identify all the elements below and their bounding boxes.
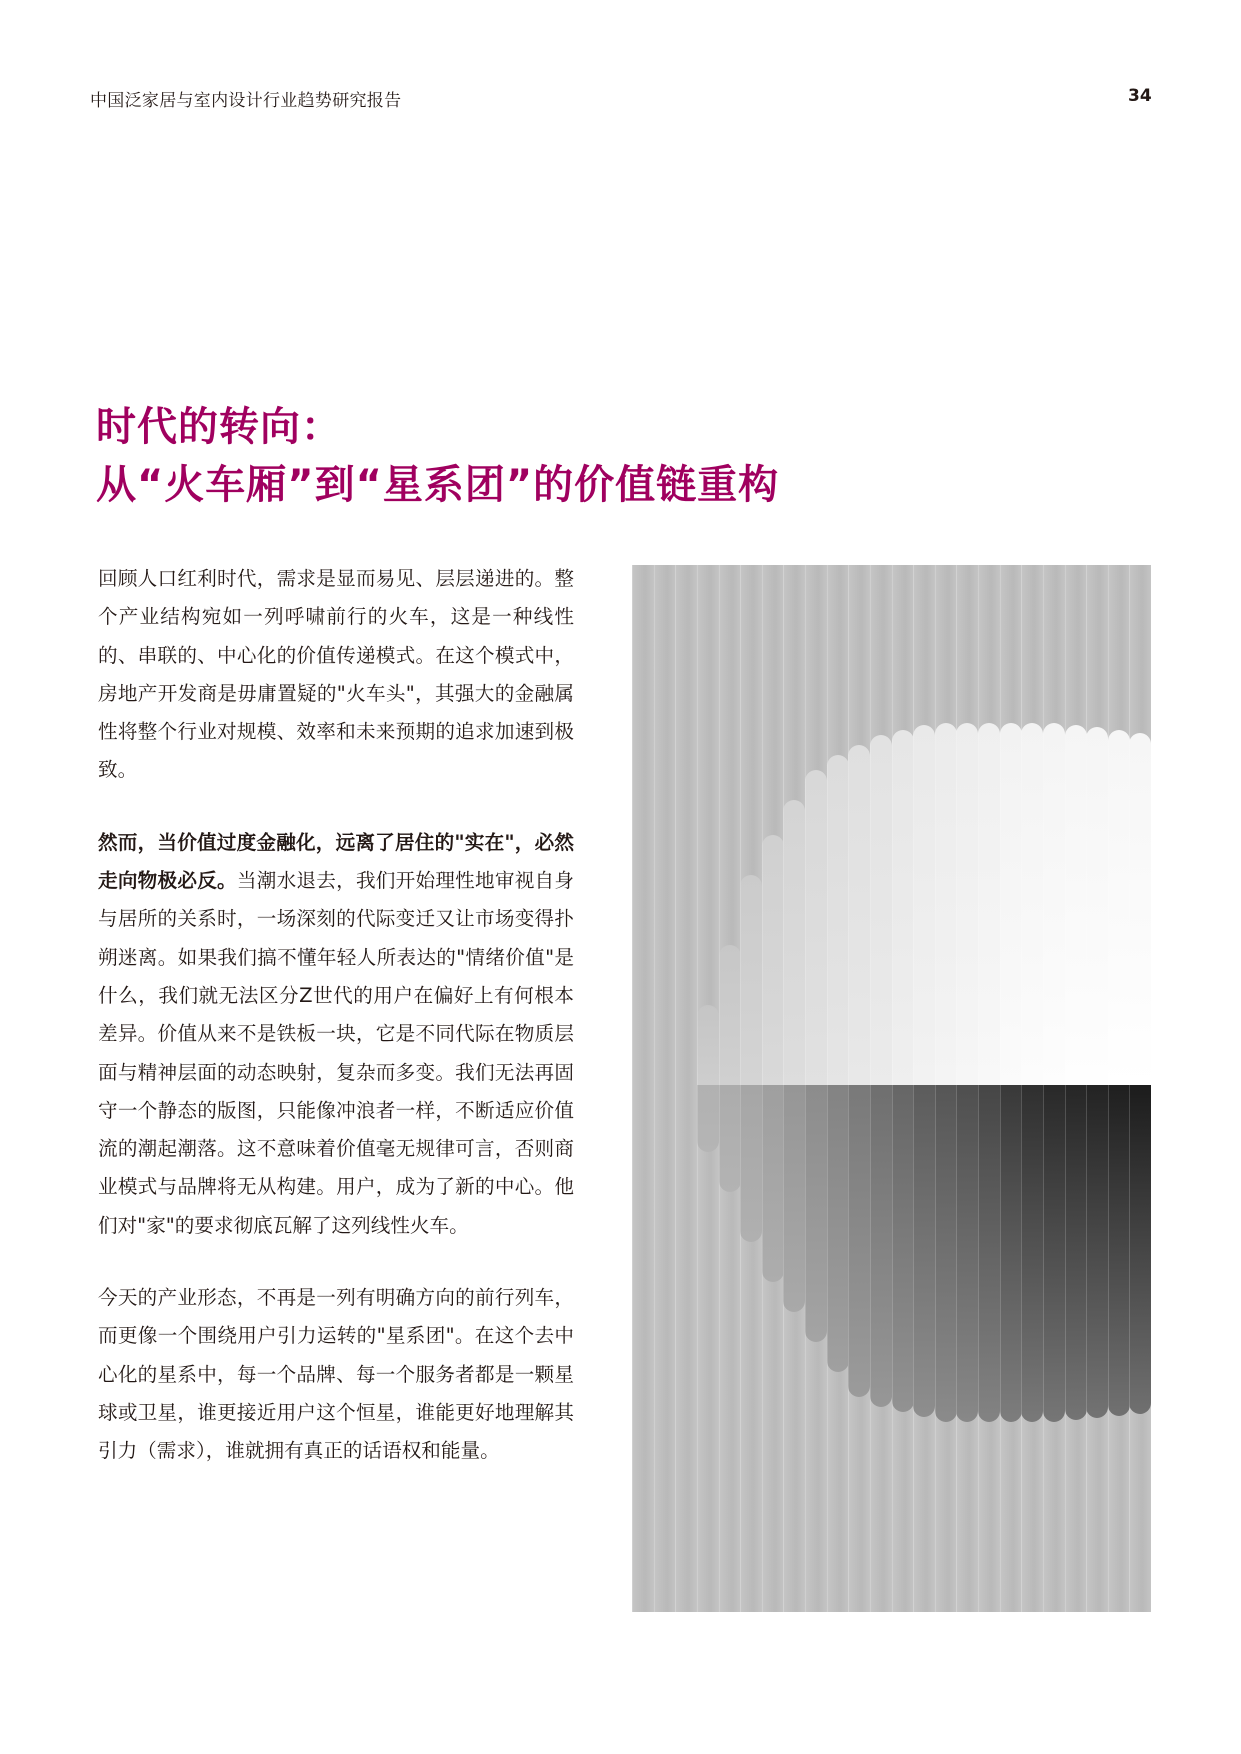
stripe-column bbox=[956, 565, 978, 1612]
section-title-line-1: 时代的转向： bbox=[96, 404, 342, 450]
stripe-edge bbox=[805, 565, 806, 1612]
stripe-highlight bbox=[783, 800, 805, 1085]
stripe-highlight bbox=[827, 755, 849, 1085]
stripe-shadow bbox=[1065, 1085, 1087, 1420]
stripe-edge bbox=[675, 565, 676, 1612]
stripe-edge bbox=[719, 565, 720, 1612]
stripe-edge bbox=[654, 565, 655, 1612]
stripe-column bbox=[827, 565, 849, 1612]
stripe-column bbox=[935, 565, 957, 1612]
paragraph-2-bold: 然而，当价值过度金融化，远离了居住的"实在"，必然走向物极必反。 bbox=[98, 830, 574, 893]
stripe-column bbox=[848, 565, 870, 1612]
stripe-edge bbox=[827, 565, 828, 1612]
body-text bbox=[98, 560, 574, 1505]
stripe-edge bbox=[783, 565, 784, 1612]
paragraph-2 bbox=[98, 824, 574, 1245]
stripe-edge bbox=[892, 565, 893, 1612]
stripe-edge bbox=[762, 565, 763, 1612]
stripe-column bbox=[675, 565, 697, 1612]
stripe-highlight bbox=[1000, 723, 1022, 1085]
stripe-highlight bbox=[956, 723, 978, 1085]
stripe-column bbox=[805, 565, 827, 1612]
stripe-shadow bbox=[1108, 1085, 1130, 1416]
report-title: 中国泛家居与室内设计行业趋势研究报告 bbox=[90, 91, 402, 111]
stripe-highlight bbox=[805, 770, 827, 1085]
stripe-edge bbox=[956, 565, 957, 1612]
stripe-shadow bbox=[827, 1085, 849, 1372]
stripe-highlight bbox=[1065, 725, 1087, 1085]
stripe-column bbox=[697, 565, 719, 1612]
stripe-shadow bbox=[978, 1085, 1000, 1422]
stripe-shadow bbox=[870, 1085, 892, 1407]
stripe-highlight bbox=[697, 1005, 719, 1085]
stripe-shadow bbox=[956, 1085, 978, 1422]
stripe-highlight bbox=[719, 945, 741, 1085]
stripe-edge bbox=[1021, 565, 1022, 1612]
stripe-column bbox=[1000, 565, 1022, 1612]
paragraph-3 bbox=[98, 1279, 574, 1470]
stripe-highlight bbox=[740, 875, 762, 1085]
paragraph-2-text: 当潮水退去，我们开始理性地审视自身与居所的关系时，一场深刻的代际变迁又让市场变得扑朔迷离。如果我们搞不懂年轻人所表达的"情绪价值"是什么，我们就无法区分Z世代的用户在偏好上有何根本差异。价值从来不是铁板一块，它是不同代际在物质层面与精神层面的动态映射，复杂而多变。我们无法再固守一个静态的版图，只能像冲浪者一样，不断适应价值流的潮起潮落。这不意味着价值毫无规律可言，否则商业模式与品牌将无从构建。用户，成为了新的中心。他们对"家"的要求彻底瓦解了这列线性火车。 bbox=[98, 869, 574, 1237]
stripe-shadow bbox=[805, 1085, 827, 1342]
stripe-shadow bbox=[892, 1085, 914, 1412]
section-title-line-2: 从“火车厢”到“星系团”的价值链重构 bbox=[96, 462, 780, 508]
stripe-highlight bbox=[870, 735, 892, 1085]
stripe-edge bbox=[1129, 565, 1130, 1612]
stripe-shadow bbox=[697, 1085, 719, 1152]
stripe-column bbox=[892, 565, 914, 1612]
stripe-shadow bbox=[848, 1085, 870, 1397]
stripe-column bbox=[719, 565, 741, 1612]
stripe-edge bbox=[740, 565, 741, 1612]
paragraph-3-text: 今天的产业形态，不再是一列有明确方向的前行列车，而更像一个围绕用户引力运转的"星系团"。在这个去中心化的星系中，每一个品牌、每一个服务者都是一颗星球或卫星，谁更接近用户这个恒星，谁能更好地理解其引力（需求），谁就拥有真正的话语权和能量。 bbox=[98, 1286, 574, 1463]
stripe-edge bbox=[697, 565, 698, 1612]
stripe-column bbox=[783, 565, 805, 1612]
stripe-column bbox=[654, 565, 676, 1612]
section-title bbox=[96, 398, 779, 514]
stripe-shadow bbox=[783, 1085, 805, 1312]
stripe-highlight bbox=[935, 723, 957, 1085]
stripe-shadow bbox=[1086, 1085, 1108, 1418]
stripe-edge bbox=[870, 565, 871, 1612]
stripe-edge bbox=[913, 565, 914, 1612]
stripe-shadow bbox=[719, 1085, 741, 1192]
page-number: 34 bbox=[1128, 86, 1152, 106]
stripe-column bbox=[913, 565, 935, 1612]
stripe-shadow bbox=[1000, 1085, 1022, 1422]
stripe-sphere-illustration bbox=[632, 565, 1151, 1612]
stripe-highlight bbox=[892, 730, 914, 1085]
stripe-highlight bbox=[762, 835, 784, 1085]
stripe-highlight bbox=[1086, 727, 1108, 1085]
stripe-column bbox=[762, 565, 784, 1612]
stripe-edge bbox=[1086, 565, 1087, 1612]
stripe-shadow bbox=[740, 1085, 762, 1242]
stripe-highlight bbox=[1129, 733, 1151, 1085]
paragraph-1 bbox=[98, 560, 574, 790]
stripe-highlight bbox=[1108, 730, 1130, 1085]
stripe-column bbox=[632, 565, 654, 1612]
stripe-column bbox=[870, 565, 892, 1612]
stripe-highlight bbox=[978, 723, 1000, 1085]
stripe-edge bbox=[1108, 565, 1109, 1612]
stripe-edge bbox=[1000, 565, 1001, 1612]
stripe-edge bbox=[978, 565, 979, 1612]
stripe-column bbox=[1086, 565, 1108, 1612]
stripe-column bbox=[978, 565, 1000, 1612]
stripe-highlight bbox=[1021, 723, 1043, 1085]
paragraph-1-text: 回顾人口红利时代，需求是显而易见、层层递进的。整个产业结构宛如一列呼啸前行的火车，这是一种线性的、串联的、中心化的价值传递模式。在这个模式中，房地产开发商是毋庸置疑的"火车头"，其强大的金融属性将整个行业对规模、效率和未来预期的追求加速到极致。 bbox=[98, 567, 574, 782]
stripe-edge bbox=[848, 565, 849, 1612]
stripe-edge bbox=[1043, 565, 1044, 1612]
stripe-column bbox=[1065, 565, 1087, 1612]
stripe-shadow bbox=[935, 1085, 957, 1422]
stripe-shadow bbox=[1129, 1085, 1151, 1414]
stripe-shadow bbox=[762, 1085, 784, 1282]
stripe-edge bbox=[935, 565, 936, 1612]
stripe-highlight bbox=[913, 725, 935, 1085]
stripe-column bbox=[740, 565, 762, 1612]
stripe-column bbox=[1108, 565, 1130, 1612]
stripe-shadow bbox=[1021, 1085, 1043, 1422]
stripe-edge bbox=[632, 565, 633, 1612]
stripe-highlight bbox=[848, 745, 870, 1085]
stripe-edge bbox=[1065, 565, 1066, 1612]
stripe-shadow bbox=[913, 1085, 935, 1417]
stripe-column bbox=[1021, 565, 1043, 1612]
stripe-column bbox=[1129, 565, 1151, 1612]
stripe-highlight bbox=[1043, 723, 1065, 1085]
stripe-column bbox=[1043, 565, 1065, 1612]
stripe-shadow bbox=[1043, 1085, 1065, 1422]
